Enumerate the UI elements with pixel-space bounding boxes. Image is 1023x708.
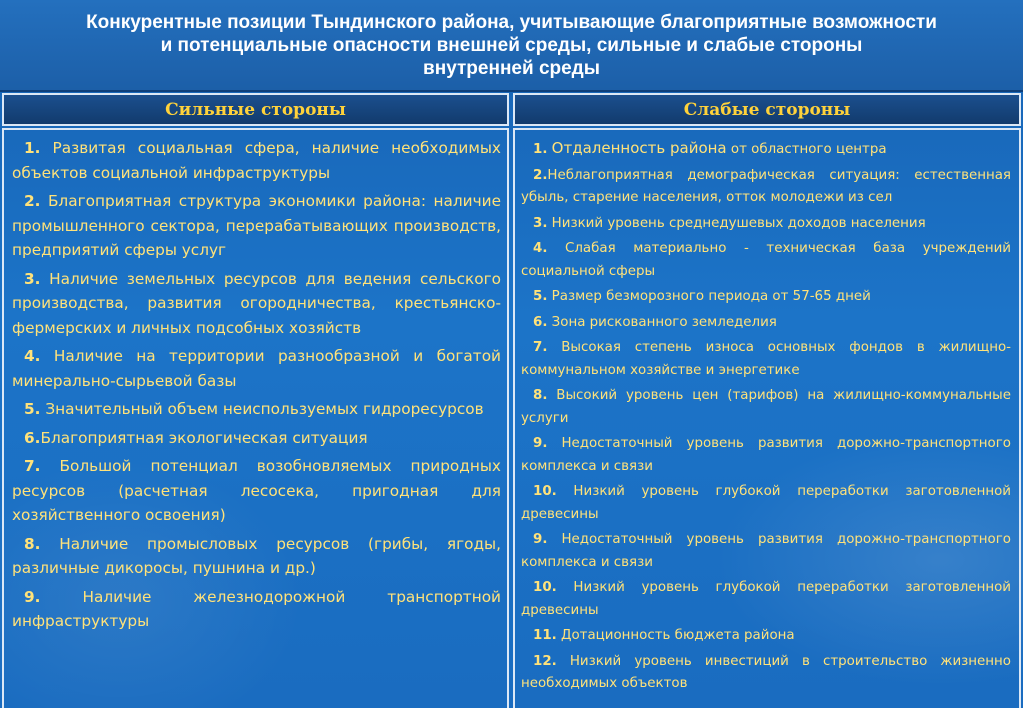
weakness-text: Недостаточный уровень развития дорожно-транспортного комплекса и связи [521,532,1011,570]
strength-number: 4. [24,347,41,365]
strength-text: Наличие на территории разнообразной и богатой минерально-сырьевой базы [12,347,501,390]
weaknesses-header-label: Слабые стороны [683,99,851,120]
strength-number: 6. [24,428,41,447]
weakness-number: 12. [533,653,557,669]
strength-number: 8. [24,534,41,553]
weakness-item-7 [521,337,1011,382]
weakness-text: Высокий уровень цен (тарифов) на жилищно-коммунальные услуги [521,388,1011,426]
title-line-2: и потенциальные опасности внешней среды, сильные и слабые стороны [160,34,863,56]
weakness-number: 2. [533,167,548,183]
weakness-item-3 [521,213,1011,236]
weakness-number: 6. [533,314,548,330]
weakness-text: Высокая степень износа основных фондов в жилищно-коммунальном хозяйстве и энергетике [521,340,1011,378]
slide-title [0,0,1023,92]
weakness-lead: Отдаленность района [551,139,727,157]
weakness-number: 11. [533,628,557,643]
strength-text: Наличие промысловых ресурсов (грибы, ягоды, различные дикоросы, пушнина и др.) [12,534,501,577]
strength-number: 9. [24,587,41,606]
weakness-text: Дотационность бюджета района [561,628,795,643]
weakness-text: Зона рискованного земледелия [551,314,777,330]
weakness-item-13 [521,625,1011,648]
weakness-number: 5. [533,289,548,304]
strength-item-7 [12,454,501,528]
strength-item-5 [12,397,501,422]
weakness-text: Слабая материально - техническая база учреждений социальной сферы [521,241,1011,279]
weakness-item-14 [521,651,1011,696]
title-line-1: Конкурентные позиции Тындинского района, учитывающие благоприятные возможности [86,11,937,33]
strength-item-1 [12,136,501,185]
weakness-text: Неблагоприятная демографическая ситуация: естественная убыль, старение населения, отток молодежи из сел [521,167,1011,205]
weakness-number: 7. [533,340,548,355]
weakness-number: 3. [533,215,548,231]
weakness-item-10 [521,481,1011,526]
weakness-number: 10. [533,580,557,595]
weakness-item-11 [521,529,1011,574]
strength-item-4 [12,344,501,393]
strengths-column [2,128,509,708]
weakness-number: 9. [533,436,548,451]
weakness-item-2 [521,165,1011,210]
weakness-item-8 [521,385,1011,430]
weakness-number: 4. [533,241,548,256]
title-line-3: внутренней среды [423,57,600,79]
weakness-item-5 [521,286,1011,309]
strength-number: 7. [24,457,41,475]
weakness-text: Недостаточный уровень развития дорожно-транспортного комплекса и связи [521,436,1011,474]
strength-number: 1. [24,139,41,157]
strength-text: Благоприятная структура экономики района: наличие промышленного сектора, перерабатывающих производств, предприятий сферы услуг [12,192,501,259]
strength-item-9 [12,585,501,634]
weakness-text: Низкий уровень глубокой переработки заготовленной древесины [521,484,1011,522]
weakness-number: 8. [533,388,548,403]
strength-text: Благоприятная экологическая ситуация [40,428,368,447]
strength-text: Большой потенциал возобновляемых природных ресурсов (расчетная лесосека, пригодная для хозяйственного освоения) [12,457,501,524]
weakness-text: Низкий уровень глубокой переработки заготовленной древесины [521,580,1011,618]
weakness-text: Размер безморозного периода от 57-65 дней [551,289,871,304]
weakness-number: 9. [533,532,548,547]
weaknesses-header [513,93,1021,126]
strength-text: Наличие железнодорожной транспортной инфраструктуры [12,587,501,630]
weakness-number: 1. [533,142,548,157]
strength-text: Наличие земельных ресурсов для ведения сельского производства, развития огородничества, крестьянско-фермерских и личных подсобных хозяйств [12,269,501,337]
weakness-item-4 [521,238,1011,283]
weakness-text: Низкий уровень среднедушевых доходов населения [551,215,926,231]
weakness-text: от областного центра [730,142,887,157]
strength-number: 2. [24,192,41,210]
strength-number: 3. [24,269,41,288]
strengths-header [2,93,509,126]
weaknesses-column [513,128,1021,708]
strength-text: Значительный объем неиспользуемых гидроресурсов [45,400,484,418]
weakness-text: Низкий уровень инвестиций в строительство жизненно необходимых объектов [521,653,1011,691]
weakness-item-6 [521,312,1011,335]
strength-text: Развитая социальная сфера, наличие необходимых объектов социальной инфраструктуры [12,139,501,182]
weakness-number: 10. [533,484,557,499]
weakness-item-12 [521,577,1011,622]
strength-item-8 [12,532,501,581]
strengths-header-label: Сильные стороны [165,99,346,120]
strength-number: 5. [24,400,41,418]
weakness-item-1 [521,137,1011,162]
strength-item-2 [12,189,501,263]
strength-item-6 [12,426,501,451]
weakness-item-9 [521,433,1011,478]
strength-item-3 [12,267,501,341]
